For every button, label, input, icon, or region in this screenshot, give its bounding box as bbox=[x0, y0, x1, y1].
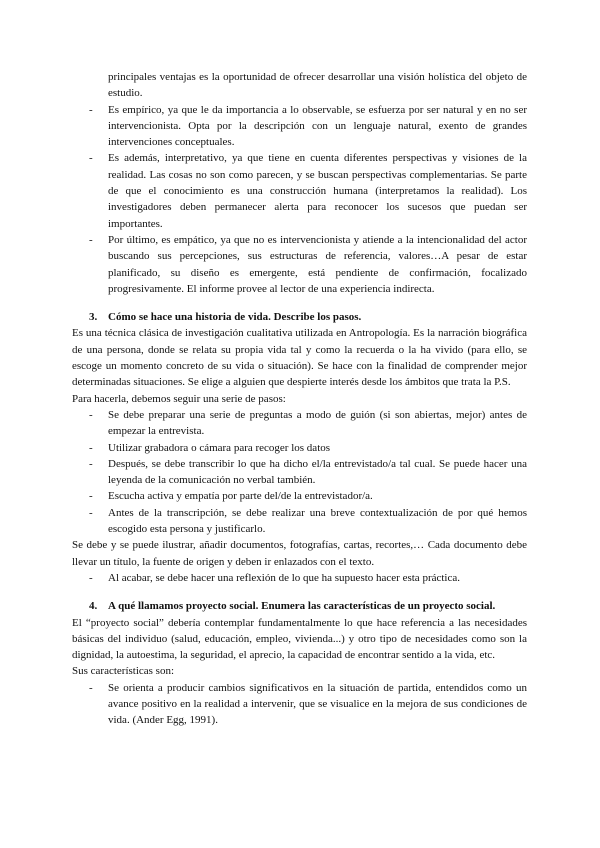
list-item: - Al acabar, se debe hacer una reflexión de lo que ha supuesto hacer esta práctica. bbox=[72, 570, 527, 586]
list-item: - Por último, es empático, ya que no es intervencionista y atiende a la intencionalidad del actor buscando sus percepciones, sus estructuras de referencia, valores…A pesar de estar planificado, su diseño es emergente, está pendiente de confirmación, focalizado progresivamente. El informe provee al lector de una experiencia indirecta. bbox=[89, 233, 527, 295]
section-number: 3. bbox=[89, 311, 98, 324]
characteristics-list bbox=[72, 680, 527, 729]
bullet-dash: - bbox=[89, 457, 93, 470]
steps-list bbox=[72, 407, 527, 537]
bullet-dash: - bbox=[89, 490, 93, 503]
list-item: - Utilizar grabadora o cámara para recoger los datos bbox=[72, 440, 527, 456]
section-title: A qué llamamos proyecto social. Enumera las características de un proyecto social. bbox=[108, 600, 496, 613]
list-item: - Es además, interpretativo, ya que tiene en cuenta diferentes perspectivas y visiones de la realidad. Las cosas no son como parecen, y se buscan perspectivas complementarias. Se parte de que el conocimiento es una construcción humana (interpretamos la realidad). Los investigadores deben permanecer alerta para reconocer los sucesos que puedan ser importantes. bbox=[89, 152, 527, 230]
final-step-list bbox=[72, 570, 527, 586]
bullet-dash: - bbox=[89, 152, 93, 165]
bullet-dash: - bbox=[89, 103, 93, 116]
list-item: - Antes de la transcripción, se debe realizar una breve contextualización de por qué hemos escogido esta persona y justificarlo. bbox=[89, 506, 527, 536]
section-title: Cómo se hace una historia de vida. Describe los pasos. bbox=[108, 311, 362, 324]
bullet-dash: - bbox=[89, 506, 93, 519]
bullet-dash: - bbox=[89, 681, 93, 694]
bullet-dash: - bbox=[89, 571, 93, 584]
intro-bullet-list bbox=[72, 102, 527, 298]
section-4-paragraph-2: Sus características son: bbox=[72, 665, 175, 678]
list-item: - Se debe preparar una serie de preguntas a modo de guión (si son abiertas, mejor) antes de empezar la entrevista. bbox=[89, 408, 527, 438]
list-item: - Es empírico, ya que le da importancia a lo observable, se esfuerza por ser natural y en no ser intervencionista. Opta por la descripción con un lenguaje natural, exento de grandes intervenciones conceptuales. bbox=[89, 103, 527, 149]
continued-paragraph: principales ventajas es la oportunidad de ofrecer desarrollar una visión holística del objeto de estudio. bbox=[108, 71, 527, 100]
section-4-paragraph-1: El “proyecto social” debería contemplar fundamentalmente lo que hace referencia a las necesidades básicas del individuo (salud, educación, empleo, vivienda...) y otro tipo de necesidades como son la dignidad, la autoestima, la seguridad, el aprecio, la capacidad de encontrar sentido a la vida, etc. bbox=[72, 616, 527, 662]
section-3-paragraph-3: Se debe y se puede ilustrar, añadir documentos, fotografías, cartas, recortes,… Cada documento debe llevar un título, la fuente de origen y deben ir enlazados con el texto. bbox=[72, 539, 527, 568]
section-number: 4. bbox=[89, 600, 98, 613]
list-item: - Escucha activa y empatía por parte del/de la entrevistador/a. bbox=[72, 488, 527, 504]
section-3-paragraph-2: Para hacerla, debemos seguir una serie de pasos: bbox=[72, 392, 286, 405]
section-3-paragraph-1: Es una técnica clásica de investigación cualitativa utilizada en Antropología. Es la narración biográfica de una persona, donde se relata su propia vida tal y como la recuerda o la ha vivido (para ello, se escoge un momento concreto de su vida o situación). Se hace con la finalidad de comprender mejor determinadas situaciones. Se elige a alguien que despierte interés desde los ámbitos que trata la P.S. bbox=[72, 327, 527, 389]
bullet-dash: - bbox=[89, 408, 93, 421]
list-item: - Después, se debe transcribir lo que ha dicho el/la entrevistado/a tal cual. Se puede hacer una leyenda de la comunicación no verbal también. bbox=[89, 457, 527, 487]
bullet-dash: - bbox=[89, 233, 93, 246]
section-3-heading bbox=[72, 309, 527, 325]
page-content bbox=[72, 69, 527, 729]
list-item: - Se orienta a producir cambios significativos en la situación de partida, entendidos como un avance positivo en la realidad a intervenir, que se visualice en la mejora de sus condiciones de vida. (Ander Egg, 1991). bbox=[89, 681, 527, 727]
bullet-dash: - bbox=[89, 441, 93, 454]
section-4-heading bbox=[72, 598, 527, 614]
